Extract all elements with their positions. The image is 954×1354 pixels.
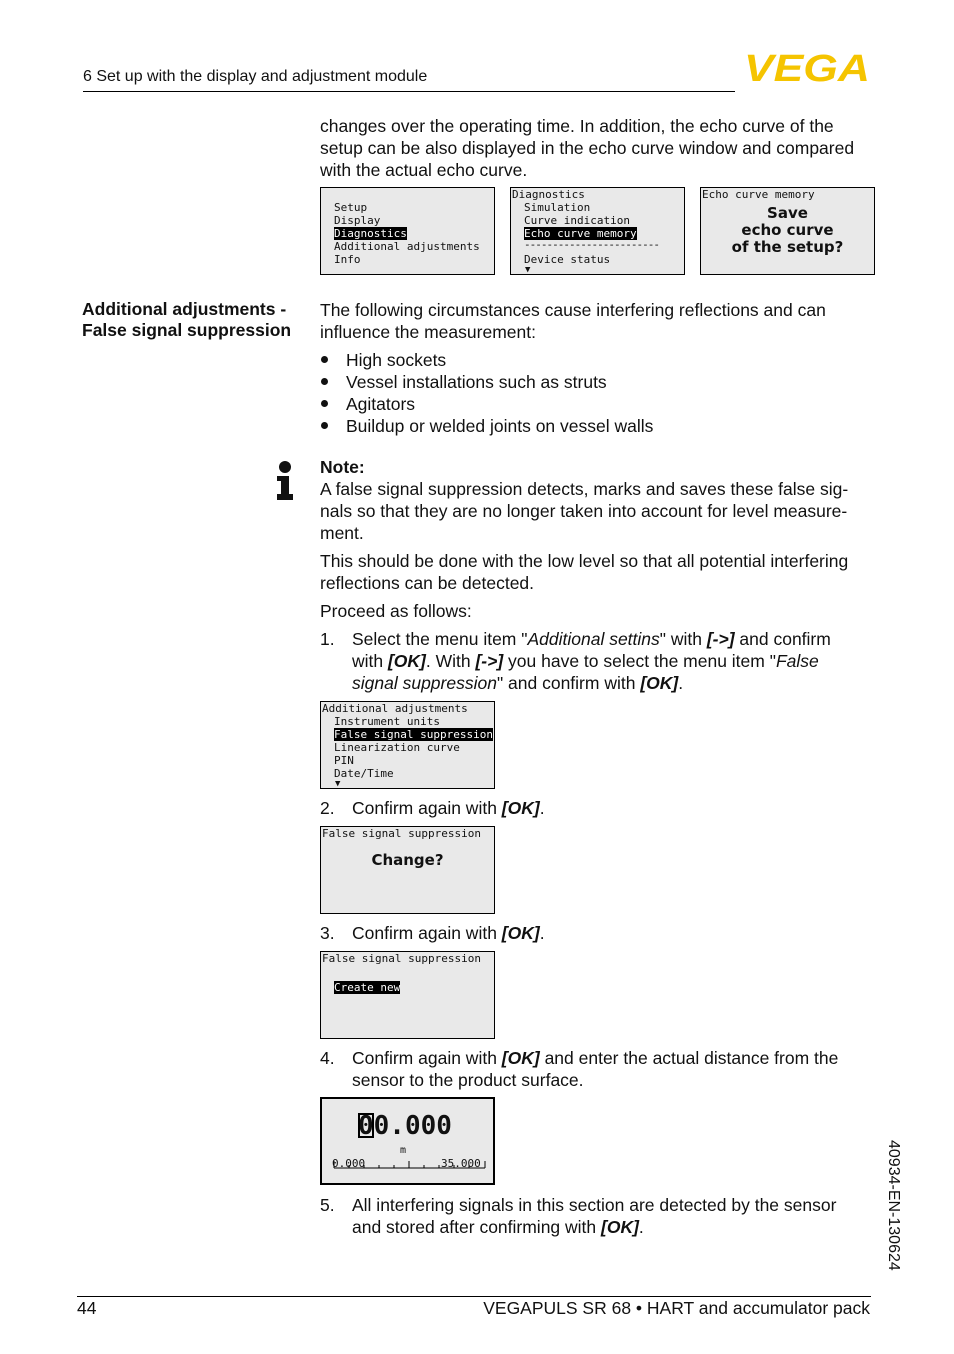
menu-item-selected: Create new bbox=[334, 981, 401, 994]
list-item: High sockets bbox=[346, 350, 447, 370]
menu-item-selected: False signal suppression bbox=[334, 728, 493, 741]
prompt-line: of the setup? bbox=[731, 238, 844, 256]
list-item: Vessel installations such as struts bbox=[346, 372, 607, 392]
scroll-down-icon: ▼ bbox=[525, 265, 531, 275]
note-line: reflections can be detected. bbox=[320, 573, 535, 593]
note-line: Proceed as follows: bbox=[320, 601, 472, 621]
menu-item: Curve indication bbox=[524, 214, 630, 227]
note-line: A false signal suppression detects, marks and saves these false sig- bbox=[320, 479, 849, 499]
menu-separator: ------------------------ bbox=[524, 238, 659, 251]
unit-label: m bbox=[400, 1145, 407, 1156]
intro-line: setup can be also displayed in the echo curve window and compared bbox=[320, 138, 855, 158]
header-rule bbox=[83, 91, 735, 92]
step-number: 4. bbox=[320, 1048, 335, 1068]
info-icon bbox=[276, 460, 294, 502]
display-screen-diagnostics bbox=[510, 187, 685, 275]
step-4-text bbox=[352, 1047, 882, 1091]
menu-item-selected: Diagnostics bbox=[334, 227, 407, 240]
heading-line: Additional adjustments - bbox=[82, 299, 287, 319]
footer-title: VEGAPULS SR 68 • HART and accumulator pack bbox=[483, 1298, 870, 1318]
scroll-down-icon: ▼ bbox=[335, 779, 341, 789]
step-line: sensor to the product surface. bbox=[352, 1070, 584, 1090]
step-line: Confirm again with [OK] and enter the actual distance from the bbox=[352, 1048, 839, 1068]
display-screen-change bbox=[320, 826, 495, 914]
bullet-icon bbox=[321, 378, 328, 385]
menu-item: Setup bbox=[334, 201, 368, 214]
screen-title: Diagnostics bbox=[512, 188, 585, 201]
menu-item: Info bbox=[334, 253, 361, 266]
display-screen-echo-memory bbox=[700, 187, 875, 275]
section-intro bbox=[320, 299, 880, 343]
display-screen-distance-entry bbox=[320, 1097, 495, 1185]
note-line: This should be done with the low level so that all potential interfering bbox=[320, 551, 849, 571]
note-line: ment. bbox=[320, 523, 364, 543]
prompt-line: Save bbox=[767, 204, 808, 222]
logo-text: VEGA bbox=[744, 50, 870, 84]
intro-paragraph bbox=[320, 115, 880, 181]
display-screen-main-menu bbox=[320, 187, 495, 275]
bullet-icon bbox=[321, 400, 328, 407]
step-line: with [OK]. With [->] you have to select the menu item "False bbox=[352, 651, 819, 671]
menu-item: Additional adjustments bbox=[334, 240, 480, 253]
section-heading bbox=[82, 299, 312, 341]
menu-item: Simulation bbox=[524, 201, 591, 214]
prompt-line: echo curve bbox=[741, 221, 834, 239]
step-number: 2. bbox=[320, 798, 335, 818]
range-min: 0.000 bbox=[332, 1157, 366, 1170]
note-line: nals so that they are no longer taken into account for level measure- bbox=[320, 501, 848, 521]
bullet-icon bbox=[321, 356, 328, 363]
intro-line: with the actual echo curve. bbox=[320, 160, 528, 180]
intro-line: changes over the operating time. In addition, the echo curve of the bbox=[320, 116, 834, 136]
screen-title: Echo curve memory bbox=[702, 188, 815, 201]
note-block bbox=[320, 456, 880, 622]
step-3-text: Confirm again with [OK]. bbox=[352, 923, 545, 943]
note-title: Note: bbox=[320, 457, 365, 477]
step-line: All interfering signals in this section are detected by the sensor bbox=[352, 1195, 837, 1215]
screen-title: Additional adjustments bbox=[322, 702, 468, 715]
cursor-box bbox=[358, 1113, 374, 1138]
document-code: 40934-EN-130624 bbox=[885, 1140, 902, 1271]
vega-logo bbox=[742, 50, 872, 84]
step-line: Select the menu item "Additional settins" with [->] and confirm bbox=[352, 629, 831, 649]
intro-line: The following circumstances cause interfering reflections and can bbox=[320, 300, 826, 320]
range-max: 35.000 bbox=[441, 1157, 481, 1170]
step-2-text: Confirm again with [OK]. bbox=[352, 798, 545, 818]
step-number: 1. bbox=[320, 629, 335, 649]
display-screen-create-new bbox=[320, 951, 495, 1039]
distance-value: 00.000 bbox=[358, 1111, 452, 1141]
heading-line: False signal suppression bbox=[82, 320, 292, 340]
menu-item: PIN bbox=[334, 754, 354, 767]
step-5-text bbox=[352, 1194, 882, 1238]
step-line: and stored after confirming with [OK]. bbox=[352, 1217, 644, 1237]
screen-title: False signal suppression bbox=[322, 952, 481, 965]
step-number: 3. bbox=[320, 923, 335, 943]
menu-item: Device status bbox=[524, 253, 611, 266]
step-1-text bbox=[352, 628, 882, 694]
menu-item-selected: Echo curve memory bbox=[524, 227, 637, 240]
display-screen-additional-adjustments bbox=[320, 701, 495, 789]
menu-item: Instrument units bbox=[334, 715, 440, 728]
page-number: 44 bbox=[77, 1298, 97, 1318]
menu-item: Date/Time bbox=[334, 767, 394, 780]
menu-item: Linearization curve bbox=[334, 741, 460, 754]
bullet-icon bbox=[321, 422, 328, 429]
menu-item: Display bbox=[334, 214, 381, 227]
list-item: Agitators bbox=[346, 394, 416, 414]
screen-title: False signal suppression bbox=[322, 827, 481, 840]
prompt-line: Change? bbox=[371, 851, 444, 869]
list-item: Buildup or welded joints on vessel walls bbox=[346, 416, 654, 436]
intro-line: influence the measurement: bbox=[320, 322, 536, 342]
step-number: 5. bbox=[320, 1195, 335, 1215]
running-header: 6 Set up with the display and adjustment module bbox=[83, 68, 428, 85]
step-line: signal suppression" and confirm with [OK]. bbox=[352, 673, 684, 693]
footer-rule bbox=[77, 1296, 871, 1297]
